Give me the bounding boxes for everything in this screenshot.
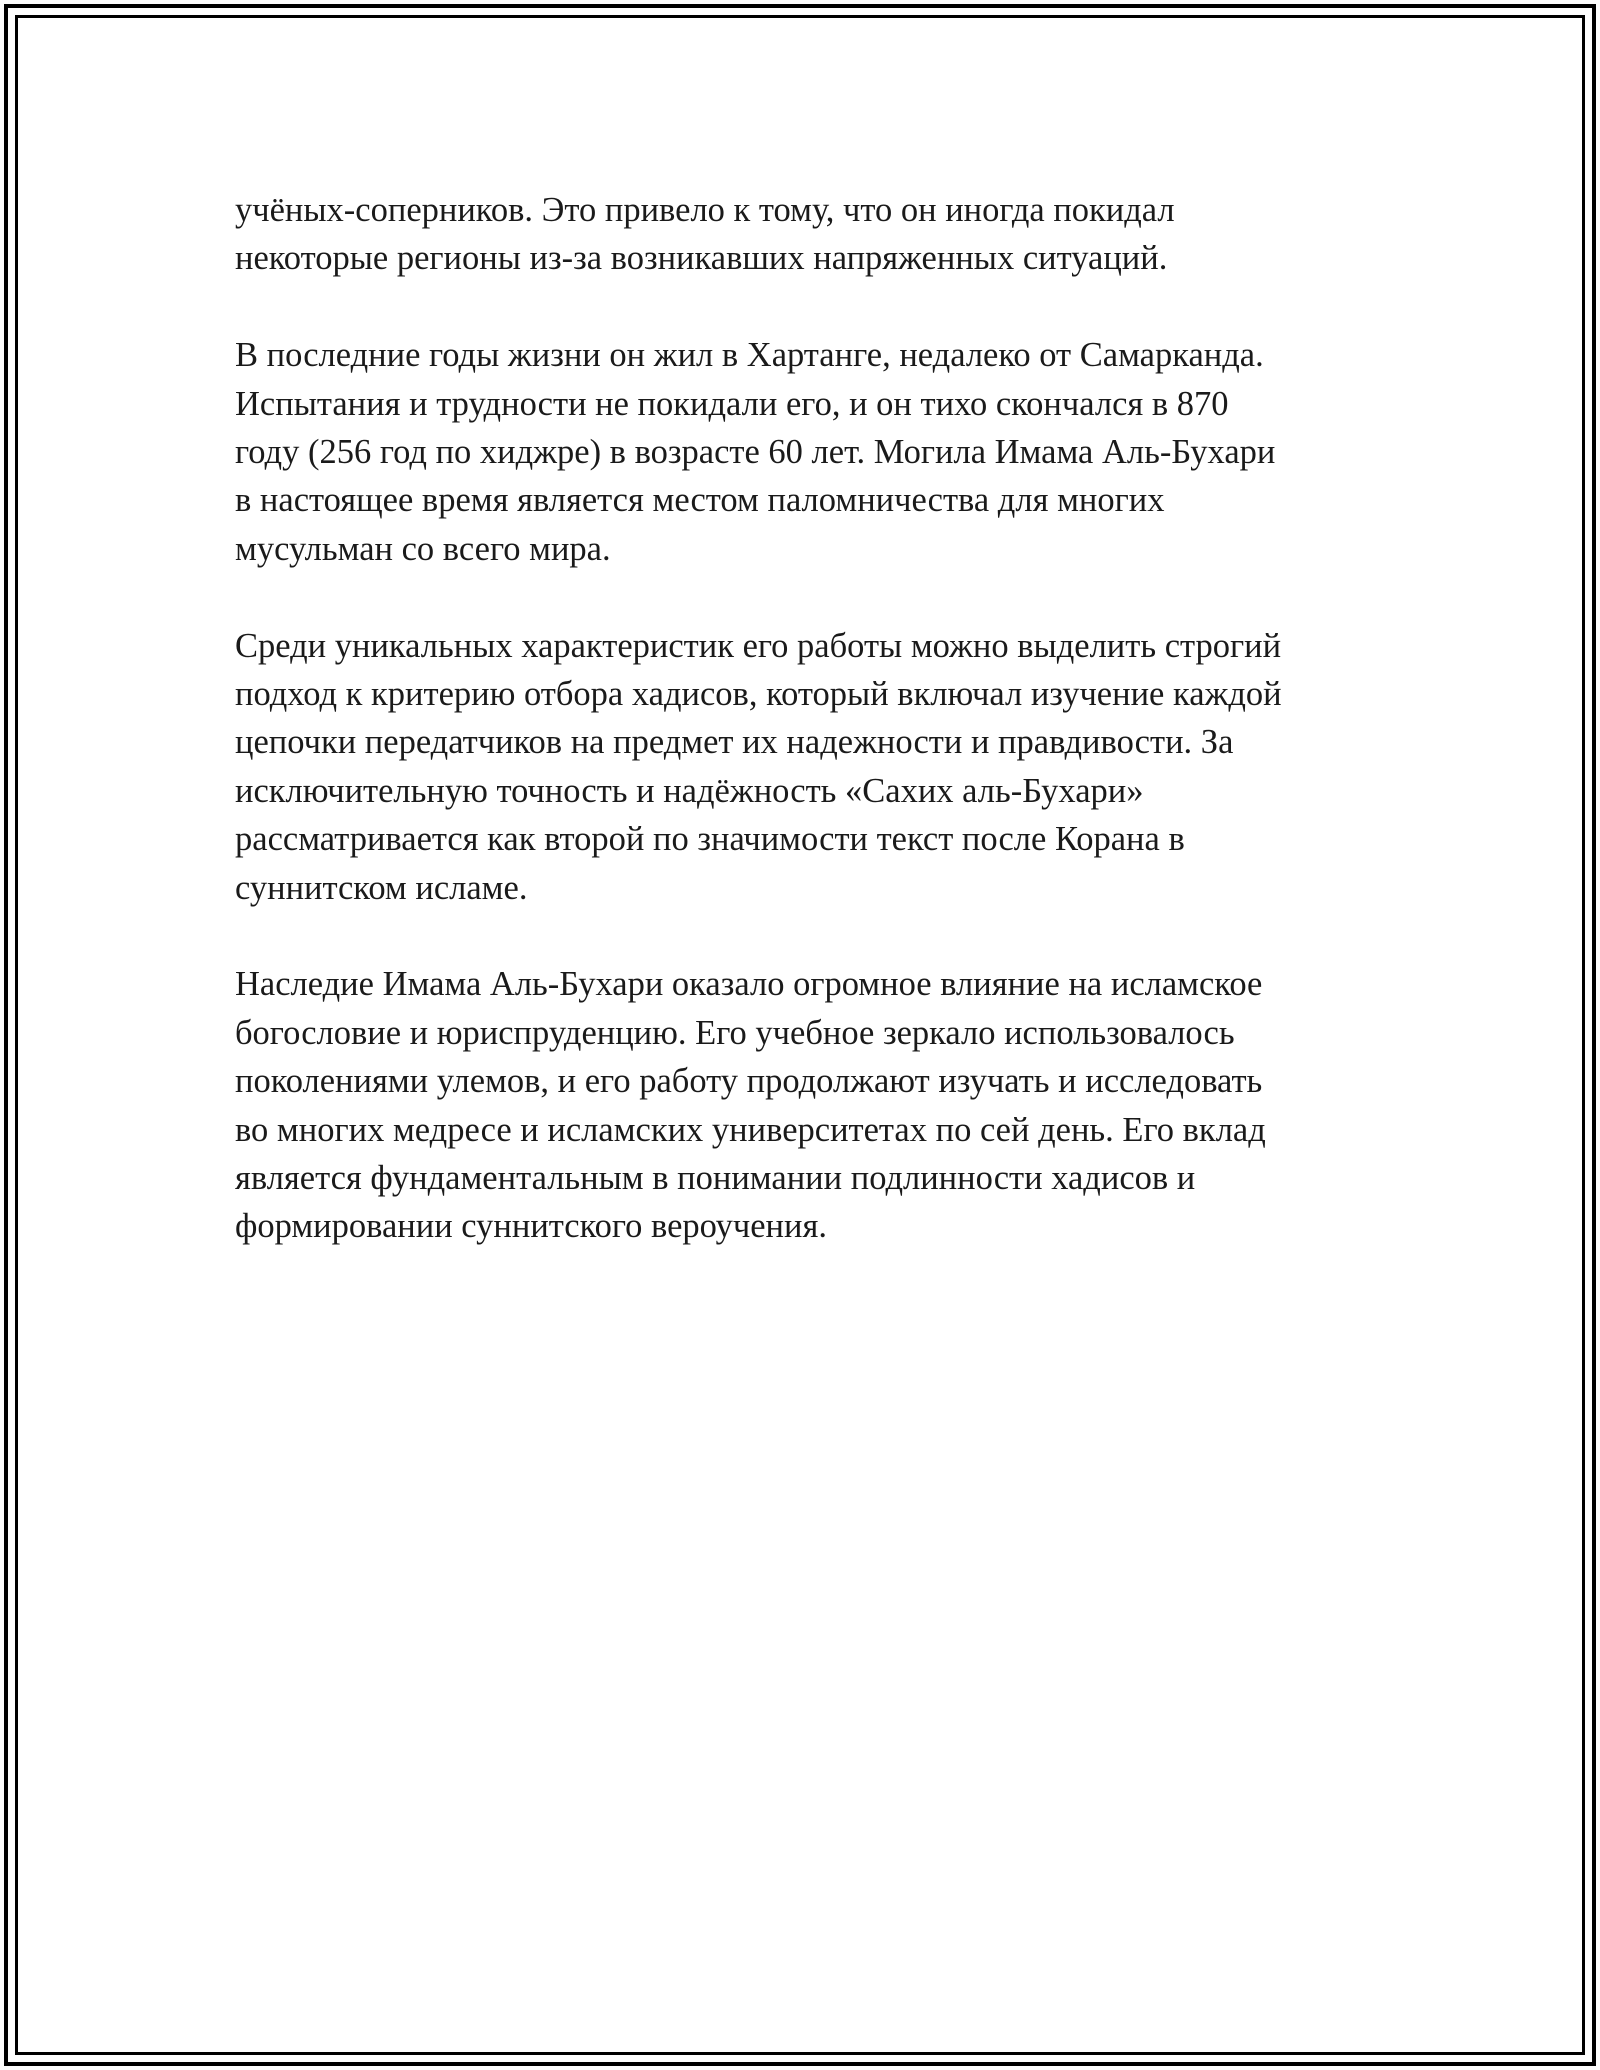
text-line: подход к критерию отбора хадисов, который включал изучение каждой — [235, 675, 1282, 714]
document-body — [235, 186, 1385, 1299]
text-line: исключительную точность и надёжность «Сахих аль-Бухари» — [235, 771, 1144, 810]
text-line: некоторые регионы из-за возникавших напряженных ситуаций. — [235, 239, 1168, 278]
text-line: Среди уникальных характеристик его работы можно выделить строгий — [235, 626, 1282, 665]
text-line: В последние годы жизни он жил в Хартанге, недалеко от Самарканда. — [235, 336, 1264, 375]
text-line: году (256 год по хиджре) в возрасте 60 лет. Могила Имама Аль-Бухари — [235, 433, 1276, 472]
text-line: формировании суннитского вероучения. — [235, 1207, 827, 1246]
text-line: поколениями улемов, и его работу продолжают изучать и исследовать — [235, 1062, 1263, 1101]
paragraph-2 — [235, 331, 1385, 573]
text-line: Наследие Имама Аль-Бухари оказало огромное влияние на исламское — [235, 965, 1263, 1004]
text-line: мусульман со всего мира. — [235, 529, 611, 568]
text-line: цепочки передатчиков на предмет их надежности и правдивости. За — [235, 723, 1234, 762]
text-line: Испытания и трудности не покидали его, и он тихо скончался в 870 — [235, 384, 1229, 423]
text-line: является фундаментальным в понимании подлинности хадисов и — [235, 1159, 1196, 1198]
text-line: учёных-соперников. Это привело к тому, что он иногда покидал — [235, 191, 1175, 229]
text-line: богословие и юриспруденцию. Его учебное зеркало использовалось — [235, 1013, 1235, 1052]
paragraph-1 — [235, 186, 1385, 283]
text-line: суннитском исламе. — [235, 868, 528, 907]
text-line: в настоящее время является местом паломничества для многих — [235, 481, 1165, 520]
paragraph-3 — [235, 622, 1385, 912]
paragraph-4 — [235, 960, 1385, 1250]
text-line: рассматривается как второй по значимости текст после Корана в — [235, 820, 1185, 859]
text-line: во многих медресе и исламских университетах по сей день. Его вклад — [235, 1110, 1266, 1149]
